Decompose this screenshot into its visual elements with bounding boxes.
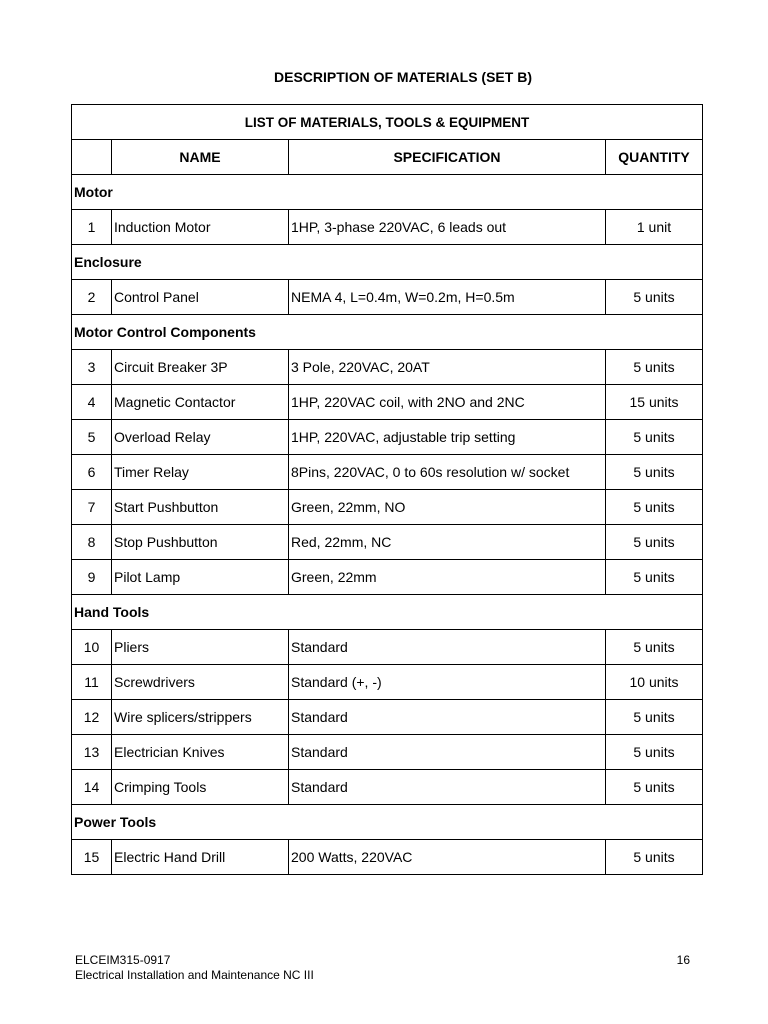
section-label: Motor bbox=[72, 175, 703, 210]
table-header-row bbox=[72, 140, 703, 175]
table-row bbox=[72, 525, 703, 560]
footer-document-code: ELCEIM315-0917 bbox=[75, 953, 171, 967]
item-number: 13 bbox=[72, 735, 112, 770]
item-number: 15 bbox=[72, 840, 112, 875]
item-specification: Standard bbox=[289, 700, 606, 735]
section-row bbox=[72, 595, 703, 630]
item-name: Magnetic Contactor bbox=[112, 385, 289, 420]
item-quantity: 5 units bbox=[606, 525, 703, 560]
table-row bbox=[72, 350, 703, 385]
page-number: 16 bbox=[676, 953, 690, 967]
item-quantity: 1 unit bbox=[606, 210, 703, 245]
footer-document-title: Electrical Installation and Maintenance NC III bbox=[75, 968, 314, 982]
section-row bbox=[72, 175, 703, 210]
item-number: 3 bbox=[72, 350, 112, 385]
item-quantity: 5 units bbox=[606, 420, 703, 455]
item-quantity: 5 units bbox=[606, 630, 703, 665]
header-specification: SPECIFICATION bbox=[289, 140, 606, 175]
table-row bbox=[72, 560, 703, 595]
item-name: Control Panel bbox=[112, 280, 289, 315]
item-specification: Standard bbox=[289, 630, 606, 665]
table-row bbox=[72, 735, 703, 770]
header-no bbox=[72, 140, 112, 175]
materials-table bbox=[71, 104, 703, 875]
table-caption: LIST OF MATERIALS, TOOLS & EQUIPMENT bbox=[72, 105, 703, 140]
item-quantity: 5 units bbox=[606, 840, 703, 875]
section-row bbox=[72, 315, 703, 350]
item-specification: 3 Pole, 220VAC, 20AT bbox=[289, 350, 606, 385]
item-quantity: 5 units bbox=[606, 560, 703, 595]
table-row bbox=[72, 700, 703, 735]
item-quantity: 5 units bbox=[606, 770, 703, 805]
item-number: 6 bbox=[72, 455, 112, 490]
header-quantity: QUANTITY bbox=[606, 140, 703, 175]
table-row bbox=[72, 210, 703, 245]
materials-table-body bbox=[72, 105, 703, 875]
item-specification: NEMA 4, L=0.4m, W=0.2m, H=0.5m bbox=[289, 280, 606, 315]
item-number: 10 bbox=[72, 630, 112, 665]
item-name: Crimping Tools bbox=[112, 770, 289, 805]
item-number: 12 bbox=[72, 700, 112, 735]
item-specification: 1HP, 220VAC, adjustable trip setting bbox=[289, 420, 606, 455]
item-name: Stop Pushbutton bbox=[112, 525, 289, 560]
document-title: DESCRIPTION OF MATERIALS (SET B) bbox=[274, 69, 532, 85]
table-row bbox=[72, 385, 703, 420]
item-number: 11 bbox=[72, 665, 112, 700]
item-name: Timer Relay bbox=[112, 455, 289, 490]
item-specification: Green, 22mm, NO bbox=[289, 490, 606, 525]
item-number: 8 bbox=[72, 525, 112, 560]
table-caption-row bbox=[72, 105, 703, 140]
item-specification: Standard (+, -) bbox=[289, 665, 606, 700]
item-specification: 8Pins, 220VAC, 0 to 60s resolution w/ socket bbox=[289, 455, 606, 490]
item-number: 1 bbox=[72, 210, 112, 245]
table-row bbox=[72, 770, 703, 805]
table-row bbox=[72, 280, 703, 315]
item-quantity: 5 units bbox=[606, 735, 703, 770]
item-quantity: 5 units bbox=[606, 280, 703, 315]
item-quantity: 5 units bbox=[606, 455, 703, 490]
item-name: Start Pushbutton bbox=[112, 490, 289, 525]
item-name: Screwdrivers bbox=[112, 665, 289, 700]
item-number: 5 bbox=[72, 420, 112, 455]
item-name: Electrician Knives bbox=[112, 735, 289, 770]
item-specification: 200 Watts, 220VAC bbox=[289, 840, 606, 875]
item-number: 7 bbox=[72, 490, 112, 525]
table-row bbox=[72, 420, 703, 455]
section-row bbox=[72, 805, 703, 840]
section-row bbox=[72, 245, 703, 280]
item-name: Pliers bbox=[112, 630, 289, 665]
section-label: Hand Tools bbox=[72, 595, 703, 630]
item-specification: Green, 22mm bbox=[289, 560, 606, 595]
item-quantity: 15 units bbox=[606, 385, 703, 420]
item-number: 2 bbox=[72, 280, 112, 315]
table-row bbox=[72, 665, 703, 700]
item-name: Induction Motor bbox=[112, 210, 289, 245]
item-name: Overload Relay bbox=[112, 420, 289, 455]
item-quantity: 5 units bbox=[606, 490, 703, 525]
item-name: Pilot Lamp bbox=[112, 560, 289, 595]
item-name: Circuit Breaker 3P bbox=[112, 350, 289, 385]
item-name: Wire splicers/strippers bbox=[112, 700, 289, 735]
item-specification: Standard bbox=[289, 770, 606, 805]
table-row bbox=[72, 630, 703, 665]
item-name: Electric Hand Drill bbox=[112, 840, 289, 875]
item-specification: 1HP, 3-phase 220VAC, 6 leads out bbox=[289, 210, 606, 245]
header-name: NAME bbox=[112, 140, 289, 175]
item-number: 4 bbox=[72, 385, 112, 420]
section-label: Motor Control Components bbox=[72, 315, 703, 350]
item-specification: Red, 22mm, NC bbox=[289, 525, 606, 560]
item-specification: Standard bbox=[289, 735, 606, 770]
table-row bbox=[72, 455, 703, 490]
item-specification: 1HP, 220VAC coil, with 2NO and 2NC bbox=[289, 385, 606, 420]
item-number: 14 bbox=[72, 770, 112, 805]
section-label: Power Tools bbox=[72, 805, 703, 840]
item-quantity: 5 units bbox=[606, 700, 703, 735]
section-label: Enclosure bbox=[72, 245, 703, 280]
item-quantity: 5 units bbox=[606, 350, 703, 385]
table-row bbox=[72, 490, 703, 525]
item-quantity: 10 units bbox=[606, 665, 703, 700]
item-number: 9 bbox=[72, 560, 112, 595]
table-row bbox=[72, 840, 703, 875]
